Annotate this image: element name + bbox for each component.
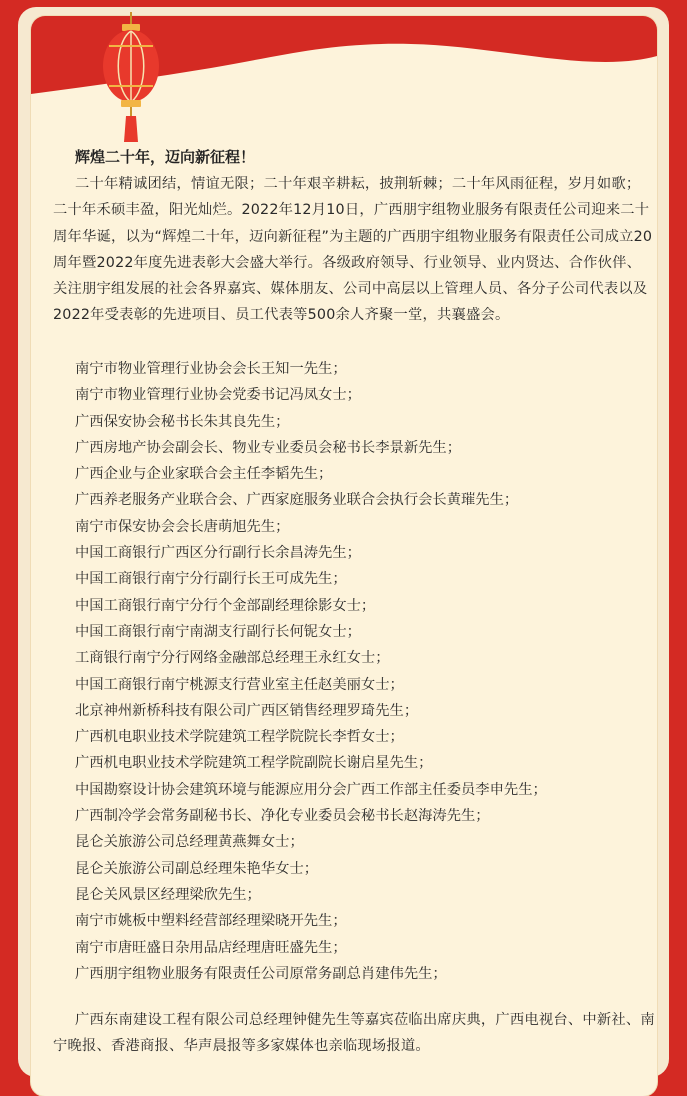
guest-item: 广西机电职业技术学院建筑工程学院副院长谢启星先生； xyxy=(75,755,433,772)
guest-item: 中国工商银行广西区分行副行长余昌涛先生； xyxy=(75,545,361,562)
guest-item: 中国勘察设计协会建筑环境与能源应用分会广西工作部主任委员李申先生； xyxy=(75,781,547,798)
guest-list xyxy=(75,356,547,987)
article-title: 辉煌二十年，迈向新征程！ xyxy=(75,148,256,166)
guest-item: 北京神州新桥科技有限公司广西区销售经理罗琦先生； xyxy=(75,702,419,719)
guest-item: 广西房地产协会副会长、物业专业委员会秘书长李景新先生； xyxy=(75,439,462,456)
guest-item: 南宁市物业管理行业协会党委书记冯凤女士； xyxy=(75,387,361,404)
guest-item: 昆仑关风景区经理梁欣先生； xyxy=(75,886,261,903)
guest-item: 南宁市物业管理行业协会会长王知一先生； xyxy=(75,361,347,377)
guest-item: 南宁市保安协会会长唐萌旭先生； xyxy=(75,518,290,535)
guest-item: 工商银行南宁分行网络金融部总经理王永红女士； xyxy=(75,650,390,667)
guest-item: 中国工商银行南宁分行副行长王可成先生； xyxy=(75,571,347,588)
guest-item: 广西保安协会秘书长朱其良先生； xyxy=(75,413,290,430)
guest-item: 广西机电职业技术学院建筑工程学院院长李哲女士； xyxy=(75,729,404,746)
guest-item: 昆仑关旅游公司总经理黄燕舞女士； xyxy=(75,834,304,851)
guest-item: 昆仑关旅游公司副总经理朱艳华女士； xyxy=(75,860,319,877)
guest-item: 南宁市唐旺盛日杂用品店经理唐旺盛先生； xyxy=(75,939,347,956)
article-closing: 广西东南建设工程有限公司总经理钟健先生等嘉宾莅临出席庆典，广西电视台、中新社、南宁晚报、香港商报、华声晨报等多家媒体也亲临现场报道。 xyxy=(53,1012,655,1055)
guest-item: 中国工商银行南宁分行个金部副经理徐影女士； xyxy=(75,597,376,614)
guest-item: 广西制冷学会常务副秘书长、净化专业委员会秘书长赵海涛先生； xyxy=(75,808,490,825)
lantern-icon xyxy=(100,12,162,144)
guest-item: 广西养老服务产业联合会、广西家庭服务业联合会执行会长黄璀先生； xyxy=(75,492,519,509)
guest-item: 中国工商银行南宁桃源支行营业室主任赵美丽女士； xyxy=(75,676,404,693)
guest-item: 广西朋宇组物业服务有限责任公司原常务副总肖建伟先生； xyxy=(75,965,447,982)
guest-item: 南宁市姚板中塑料经营部经理梁晓开先生； xyxy=(75,913,347,930)
guest-item: 中国工商银行南宁南湖支行副行长何铌女士； xyxy=(75,623,361,640)
guest-item: 广西企业与企业家联合会主任李韬先生； xyxy=(75,466,333,483)
article-intro: 二十年精诚团结，情谊无限；二十年艰辛耕耘，披荆斩棘；二十年风雨征程，岁月如歌；二十年禾硕丰盈，阳光灿烂。2022年12月10日，广西朋宇组物业服务有限责任公司迎来二十周年华诞，以为“辉煌二十年，迈向新征程”为主题的广西朋宇组物业服务有限责任公司成立20周年暨2022年度先进表彰大会盛大举行。各级政府领导、行业领导、业内贤达、合作伙伴、关注朋宇组发展的社会各界嘉宾、媒体朋友、公司中高层以上管理人员、各分子公司代表以及2022年受表彰的先进项目、员工代表等500余人齐聚一堂，共襄盛会。 xyxy=(53,176,653,324)
